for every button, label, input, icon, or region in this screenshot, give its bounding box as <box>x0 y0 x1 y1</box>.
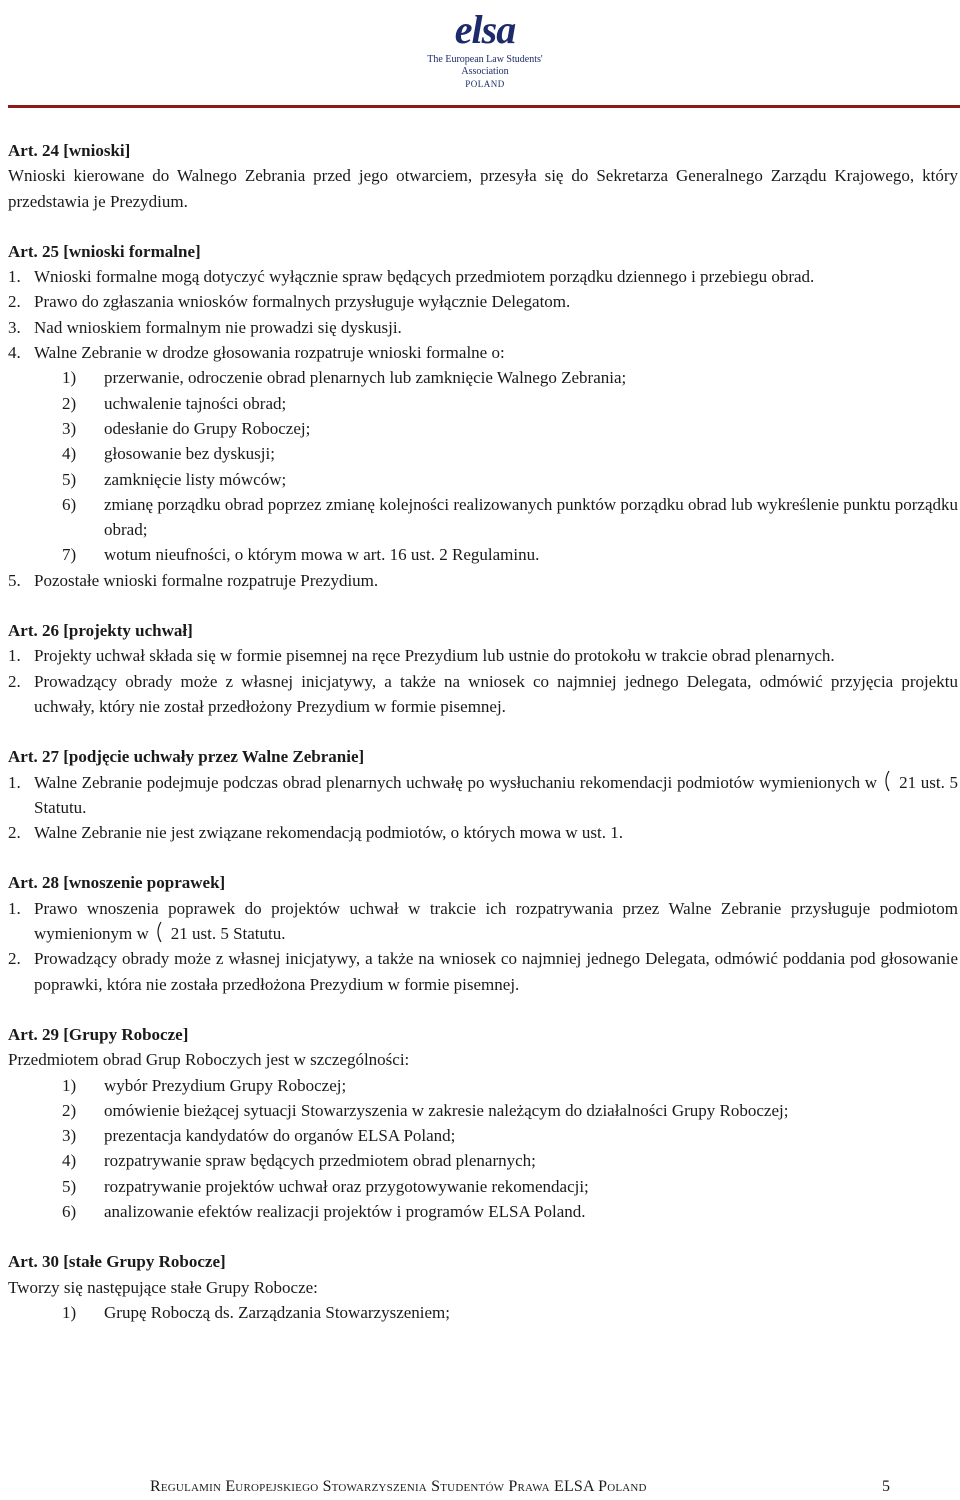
art26-p2-number: 2. <box>8 671 21 691</box>
list-item-number: 1) <box>62 1302 77 1322</box>
logo-tagline: The European Law Students' Association <box>427 54 543 77</box>
art26-p2-text: Prowadzący obrady może z własnej inicjatywy, a także na wniosek co najmniej jednego Delegata, odmówić przyjęcia projektu uchwały, który nie został przedłożony Prezydium w formie pisemnej. <box>34 671 958 716</box>
art27-p2-text: Walne Zebranie nie jest związane rekomendacją podmiotów, o których mowa w ust. 1. <box>34 823 624 843</box>
list-item-text: rozpatrywanie spraw będących przedmiotem obrad plenarnych; <box>104 1151 536 1171</box>
list-item <box>8 1199 958 1224</box>
list-item-text: analizowanie efektów realizacji projektów i programów ELSA Poland. <box>104 1201 586 1221</box>
art27-p1-number: 1. <box>8 772 21 792</box>
list-item <box>8 542 958 567</box>
art26-p1-text: Projekty uchwał składa się w formie pisemnej na ręce Prezydium lub ustnie do protokołu w trakcie obrad plenarnych. <box>34 646 835 666</box>
art28-p1-text: Prawo wnoszenia poprawek do projektów uchwał w trakcie ich rozpatrywania przez Walne Zebranie przysługuje podmiotom wymienionym w <box>34 898 958 944</box>
logo-wordmark: elsa <box>454 7 516 52</box>
list-item-number: 3) <box>62 1126 77 1146</box>
document-body <box>8 138 958 1325</box>
logo-country: POLAND <box>465 79 505 89</box>
art27-p1 <box>8 770 958 821</box>
art26-heading: Art. 26 [projekty uchwał] <box>8 621 193 641</box>
art26-p1 <box>8 643 958 668</box>
art30-intro: Tworzy się następujące stałe Grupy Robocze: <box>8 1277 318 1297</box>
list-item-number: 5) <box>62 1176 77 1196</box>
art28-p1 <box>8 896 958 947</box>
list-item <box>8 365 958 390</box>
art25-p1-number: 1. <box>8 267 21 287</box>
art25-p4 <box>8 340 958 365</box>
list-item-number: 6) <box>62 494 77 514</box>
art26-p1-number: 1. <box>8 646 21 666</box>
list-item-text: wotum nieufności, o którym mowa w art. 16 ust. 2 Regulaminu. <box>104 545 540 565</box>
art28-p2-text: Prowadzący obrady może z własnej inicjatywy, a także na wniosek co najmniej jednego Delegata, odmówić poddania pod głosowanie poprawki, która nie została przedłożona Prezydium w formie pisemnej. <box>34 949 958 994</box>
art29-heading: Art. 29 [Grupy Robocze] <box>8 1024 189 1044</box>
art24-heading: Art. 24 [wnioski] <box>8 141 131 160</box>
list-item <box>8 1148 958 1173</box>
art25-p3 <box>8 315 958 340</box>
list-item-number: 4) <box>62 1151 77 1171</box>
list-item-text: rozpatrywanie projektów uchwał oraz przygotowywanie rekomendacji; <box>104 1176 589 1196</box>
list-item-text: zamknięcie listy mówców; <box>104 469 287 489</box>
art27-p2-number: 2. <box>8 823 21 843</box>
art28-p1-number: 1. <box>8 898 21 918</box>
list-item-number: 6) <box>62 1201 77 1221</box>
list-item-number: 4) <box>62 444 77 464</box>
list-item-text: odesłanie do Grupy Roboczej; <box>104 418 311 438</box>
art29-intro: Przedmiotem obrad Grup Roboczych jest w szczególności: <box>8 1050 410 1070</box>
page-number: 5 <box>882 1478 890 1495</box>
list-item-text: głosowanie bez dyskusji; <box>104 444 275 464</box>
art25-p5 <box>8 568 958 593</box>
art24-text: Wnioski kierowane do Walnego Zebrania przed jego otwarciem, przesyła się do Sekretarza Generalnego Zarządu Krajowego, który przedstawia je Prezydium. <box>8 166 958 211</box>
list-item-number: 1) <box>62 1075 77 1095</box>
list-item <box>8 1098 958 1123</box>
list-item-number: 2) <box>62 1100 77 1120</box>
art30-heading: Art. 30 [stałe Grupy Robocze] <box>8 1252 226 1272</box>
footer-title: Regulamin Europejskiego Stowarzyszenia Studentów Prawa ELSA Poland <box>150 1478 647 1495</box>
art25-p3-number: 3. <box>8 317 21 337</box>
list-item <box>8 1174 958 1199</box>
art25-p2 <box>8 289 958 314</box>
art25-p4-text: Walne Zebranie w drodze głosowania rozpatruje wnioski formalne o: <box>34 343 505 363</box>
art25-p2-number: 2. <box>8 292 21 312</box>
art28-p2-number: 2. <box>8 949 21 969</box>
art25-p3-text: Nad wnioskiem formalnym nie prowadzi się dyskusji. <box>34 317 402 337</box>
list-item-number: 7) <box>62 545 77 565</box>
art25-heading: Art. 25 [wnioski formalne] <box>8 241 201 261</box>
section-sign-icon <box>881 770 891 792</box>
list-item <box>8 1073 958 1098</box>
art26-p2 <box>8 669 958 720</box>
list-item <box>8 1123 958 1148</box>
art27-p1-text: Walne Zebranie podejmuje podczas obrad plenarnych uchwałę po wysłuchaniu rekomendacji podmiotów wymienionych w <box>34 772 878 792</box>
list-item <box>8 416 958 441</box>
list-item-number: 2) <box>62 393 77 413</box>
list-item-text: omówienie bieżącej sytuacji Stowarzyszenia w zakresie należącym do działalności Grupy Roboczej; <box>104 1100 789 1120</box>
art25-p5-number: 5. <box>8 570 21 590</box>
list-item <box>8 441 958 466</box>
list-item-text: zmianę porządku obrad poprzez zmianę kolejności realizowanych punktów porządku obrad lub wykreślenie punktu porządku obrad; <box>104 494 958 540</box>
art27-p1-ref: 21 ust. 5 Statutu. <box>34 772 958 817</box>
section-sign-icon <box>153 921 163 943</box>
art25-p4-number: 4. <box>8 343 21 363</box>
art27-p2 <box>8 820 958 845</box>
art25-p1 <box>8 264 958 289</box>
list-item-text: Grupę Roboczą ds. Zarządzania Stowarzyszeniem; <box>104 1302 450 1322</box>
art25-p1-text: Wnioski formalne mogą dotyczyć wyłącznie spraw będących przedmiotem porządku dziennego i przebiegu obrad. <box>34 267 815 287</box>
list-item <box>8 467 958 492</box>
list-item-number: 3) <box>62 418 77 438</box>
art25-p2-text: Prawo do zgłaszania wniosków formalnych przysługuje wyłącznie Delegatom. <box>34 292 571 312</box>
art28-p1-ref: 21 ust. 5 Statutu. <box>170 924 286 944</box>
list-item <box>8 391 958 416</box>
list-item <box>8 492 958 543</box>
list-item-text: przerwanie, odroczenie obrad plenarnych lub zamknięcie Walnego Zebrania; <box>104 368 627 388</box>
art25-p5-text: Pozostałe wnioski formalne rozpatruje Prezydium. <box>34 570 379 590</box>
list-item <box>8 1300 958 1325</box>
list-item-text: prezentacja kandydatów do organów ELSA Poland; <box>104 1126 456 1146</box>
list-item-number: 5) <box>62 469 77 489</box>
art28-p2 <box>8 946 958 997</box>
header-divider <box>8 105 960 108</box>
list-item-text: uchwalenie tajności obrad; <box>104 393 287 413</box>
list-item-number: 1) <box>62 368 77 388</box>
art28-heading: Art. 28 [wnoszenie poprawek] <box>8 873 226 893</box>
page-footer <box>150 1476 890 1498</box>
elsa-logo <box>405 8 565 90</box>
list-item-text: wybór Prezydium Grupy Roboczej; <box>104 1075 347 1095</box>
art27-heading: Art. 27 [podjęcie uchwały przez Walne Zebranie] <box>8 747 365 767</box>
